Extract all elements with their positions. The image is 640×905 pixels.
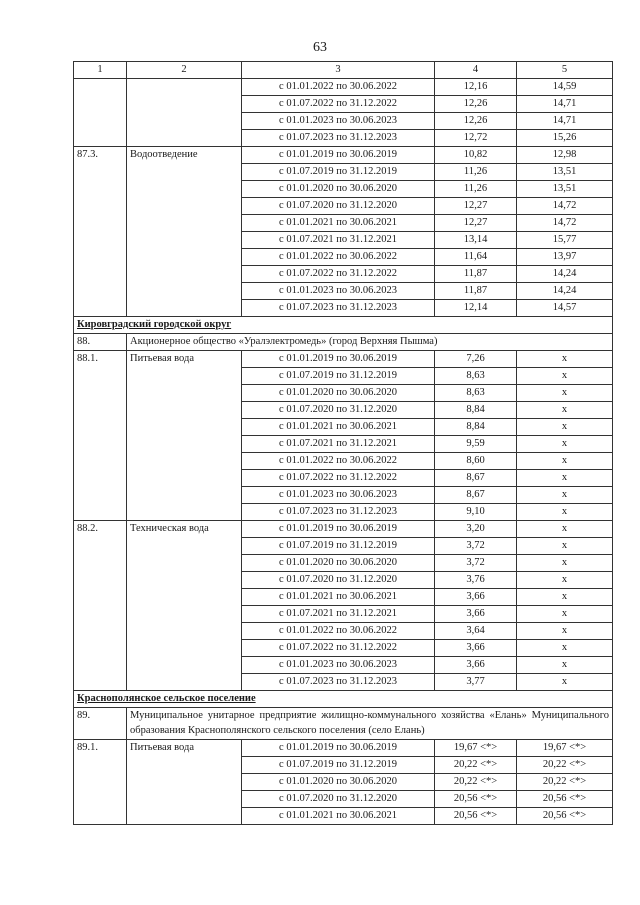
period-cell: с 01.01.2021 по 30.06.2021 xyxy=(242,808,435,825)
period-cell: с 01.01.2020 по 30.06.2020 xyxy=(242,555,435,572)
organization-row xyxy=(74,334,613,351)
period-cell: с 01.01.2020 по 30.06.2020 xyxy=(242,181,435,198)
period-cell: с 01.07.2022 по 31.12.2022 xyxy=(242,640,435,657)
tariff-cell: 3,72 xyxy=(435,555,517,572)
tariff-vat-cell: x xyxy=(517,572,613,589)
tariff-cell: 8,84 xyxy=(435,402,517,419)
tariff-cell: 20,22 <*> xyxy=(435,774,517,791)
tariff-cell: 19,67 <*> xyxy=(435,740,517,757)
service-name: Техническая вода xyxy=(127,521,242,691)
tariff-cell: 8,63 xyxy=(435,368,517,385)
tariff-cell: 3,66 xyxy=(435,589,517,606)
tariff-cell: 3,66 xyxy=(435,606,517,623)
table-row xyxy=(74,351,613,368)
period-cell: с 01.07.2021 по 31.12.2021 xyxy=(242,232,435,249)
tariff-vat-cell: x xyxy=(517,504,613,521)
period-cell: с 01.07.2022 по 31.12.2022 xyxy=(242,96,435,113)
period-cell: с 01.07.2022 по 31.12.2022 xyxy=(242,266,435,283)
tariff-cell: 12,14 xyxy=(435,300,517,317)
tariff-cell: 3,72 xyxy=(435,538,517,555)
tariff-cell: 20,56 <*> xyxy=(435,791,517,808)
period-cell: с 01.07.2019 по 31.12.2019 xyxy=(242,538,435,555)
tariff-vat-cell: x xyxy=(517,351,613,368)
period-cell: с 01.01.2023 по 30.06.2023 xyxy=(242,657,435,674)
header-cell-2: 2 xyxy=(127,62,242,79)
tariff-cell: 8,67 xyxy=(435,470,517,487)
period-cell: с 01.07.2019 по 31.12.2019 xyxy=(242,164,435,181)
tariff-vat-cell: x xyxy=(517,606,613,623)
tariff-vat-cell: x xyxy=(517,385,613,402)
tariff-vat-cell: x xyxy=(517,589,613,606)
tariff-vat-cell: x xyxy=(517,368,613,385)
tariff-vat-cell: 14,72 xyxy=(517,215,613,232)
tariff-cell: 20,22 <*> xyxy=(435,757,517,774)
tariff-vat-cell: x xyxy=(517,674,613,691)
period-cell: с 01.07.2021 по 31.12.2021 xyxy=(242,436,435,453)
tariff-table-body xyxy=(74,62,613,825)
tariff-cell: 11,87 xyxy=(435,266,517,283)
period-cell: с 01.07.2019 по 31.12.2019 xyxy=(242,368,435,385)
tariff-vat-cell: 14,72 xyxy=(517,198,613,215)
table-row xyxy=(74,147,613,164)
page-number: 63 xyxy=(313,40,327,55)
period-cell: с 01.01.2023 по 30.06.2023 xyxy=(242,487,435,504)
period-cell: с 01.07.2023 по 31.12.2023 xyxy=(242,130,435,147)
tariff-cell: 12,27 xyxy=(435,198,517,215)
tariff-vat-cell: 13,51 xyxy=(517,181,613,198)
tariff-vat-cell: 12,98 xyxy=(517,147,613,164)
section-title: Кировградский городской округ xyxy=(74,317,613,334)
organization-row xyxy=(74,708,613,740)
organization-name: Акционерное общество «Уралэлектромедь» (город Верхняя Пышма) xyxy=(127,334,613,351)
tariff-cell: 3,66 xyxy=(435,640,517,657)
period-cell: с 01.01.2019 по 30.06.2019 xyxy=(242,351,435,368)
period-cell: с 01.07.2021 по 31.12.2021 xyxy=(242,606,435,623)
tariff-vat-cell: 15,77 xyxy=(517,232,613,249)
tariff-vat-cell: 15,26 xyxy=(517,130,613,147)
period-cell: с 01.07.2020 по 31.12.2020 xyxy=(242,198,435,215)
tariff-cell: 12,16 xyxy=(435,79,517,96)
header-cell-1: 1 xyxy=(74,62,127,79)
header-cell-3: 3 xyxy=(242,62,435,79)
tariff-vat-cell: 14,57 xyxy=(517,300,613,317)
tariff-vat-cell: 20,22 <*> xyxy=(517,757,613,774)
tariff-cell: 12,26 xyxy=(435,113,517,130)
tariff-vat-cell: 13,51 xyxy=(517,164,613,181)
tariff-vat-cell: x xyxy=(517,402,613,419)
tariff-cell: 3,77 xyxy=(435,674,517,691)
tariff-vat-cell: x xyxy=(517,555,613,572)
tariff-cell: 12,72 xyxy=(435,130,517,147)
item-number: 87.3. xyxy=(74,147,127,317)
tariff-vat-cell: 20,22 <*> xyxy=(517,774,613,791)
period-cell: с 01.07.2023 по 31.12.2023 xyxy=(242,300,435,317)
tariff-vat-cell: x xyxy=(517,436,613,453)
period-cell: с 01.07.2023 по 31.12.2023 xyxy=(242,674,435,691)
period-cell: с 01.01.2023 по 30.06.2023 xyxy=(242,283,435,300)
tariff-vat-cell: x xyxy=(517,453,613,470)
header-row xyxy=(74,62,613,79)
service-name: Питьевая вода xyxy=(127,351,242,521)
tariff-cell: 7,26 xyxy=(435,351,517,368)
period-cell: с 01.07.2019 по 31.12.2019 xyxy=(242,757,435,774)
tariff-vat-cell: 20,56 <*> xyxy=(517,791,613,808)
organization-name: Муниципальное унитарное предприятие жилищно-коммунального хозяйства «Елань» Муниципального образования Краснополянского сельского поселения (село Елань) xyxy=(127,708,613,740)
period-cell: с 01.01.2020 по 30.06.2020 xyxy=(242,774,435,791)
table-row xyxy=(74,521,613,538)
item-number: 88.2. xyxy=(74,521,127,691)
tariff-cell: 10,82 xyxy=(435,147,517,164)
period-cell: с 01.01.2021 по 30.06.2021 xyxy=(242,419,435,436)
tariff-vat-cell: x xyxy=(517,640,613,657)
section-title: Краснополянское сельское поселение xyxy=(74,691,613,708)
tariff-vat-cell: x xyxy=(517,419,613,436)
tariff-vat-cell: 14,24 xyxy=(517,266,613,283)
tariff-cell: 13,14 xyxy=(435,232,517,249)
period-cell: с 01.01.2019 по 30.06.2019 xyxy=(242,740,435,757)
tariff-vat-cell: x xyxy=(517,487,613,504)
tariff-cell: 3,76 xyxy=(435,572,517,589)
period-cell: с 01.01.2023 по 30.06.2023 xyxy=(242,113,435,130)
period-cell: с 01.07.2020 по 31.12.2020 xyxy=(242,791,435,808)
period-cell: с 01.01.2021 по 30.06.2021 xyxy=(242,215,435,232)
tariff-cell: 9,10 xyxy=(435,504,517,521)
tariff-vat-cell: 14,59 xyxy=(517,79,613,96)
tariff-cell: 8,63 xyxy=(435,385,517,402)
tariff-cell: 8,84 xyxy=(435,419,517,436)
period-cell: с 01.07.2020 по 31.12.2020 xyxy=(242,402,435,419)
period-cell: с 01.01.2019 по 30.06.2019 xyxy=(242,147,435,164)
service-name xyxy=(127,79,242,147)
period-cell: с 01.01.2022 по 30.06.2022 xyxy=(242,79,435,96)
tariff-cell: 12,27 xyxy=(435,215,517,232)
tariff-vat-cell: 13,97 xyxy=(517,249,613,266)
tariff-cell: 3,64 xyxy=(435,623,517,640)
header-cell-5: 5 xyxy=(517,62,613,79)
header-cell-4: 4 xyxy=(435,62,517,79)
tariff-cell: 12,26 xyxy=(435,96,517,113)
tariff-vat-cell: x xyxy=(517,470,613,487)
tariff-cell: 20,56 <*> xyxy=(435,808,517,825)
section-row xyxy=(74,317,613,334)
tariff-vat-cell: x xyxy=(517,521,613,538)
tariff-table xyxy=(73,61,613,825)
tariff-cell: 8,60 xyxy=(435,453,517,470)
tariff-cell: 11,64 xyxy=(435,249,517,266)
period-cell: с 01.07.2020 по 31.12.2020 xyxy=(242,572,435,589)
period-cell: с 01.01.2022 по 30.06.2022 xyxy=(242,249,435,266)
service-name: Питьевая вода xyxy=(127,740,242,825)
period-cell: с 01.01.2022 по 30.06.2022 xyxy=(242,453,435,470)
tariff-cell: 9,59 xyxy=(435,436,517,453)
table-row xyxy=(74,79,613,96)
section-row xyxy=(74,691,613,708)
period-cell: с 01.07.2023 по 31.12.2023 xyxy=(242,504,435,521)
item-number: 88. xyxy=(74,334,127,351)
tariff-vat-cell: x xyxy=(517,538,613,555)
tariff-vat-cell: 19,67 <*> xyxy=(517,740,613,757)
tariff-cell: 8,67 xyxy=(435,487,517,504)
item-number: 89. xyxy=(74,708,127,740)
period-cell: с 01.07.2022 по 31.12.2022 xyxy=(242,470,435,487)
tariff-cell: 11,87 xyxy=(435,283,517,300)
item-number xyxy=(74,79,127,147)
tariff-vat-cell: x xyxy=(517,657,613,674)
tariff-cell: 11,26 xyxy=(435,181,517,198)
tariff-cell: 3,66 xyxy=(435,657,517,674)
period-cell: с 01.01.2022 по 30.06.2022 xyxy=(242,623,435,640)
table-row xyxy=(74,740,613,757)
tariff-cell: 3,20 xyxy=(435,521,517,538)
period-cell: с 01.01.2019 по 30.06.2019 xyxy=(242,521,435,538)
tariff-vat-cell: x xyxy=(517,623,613,640)
tariff-vat-cell: 14,24 xyxy=(517,283,613,300)
item-number: 88.1. xyxy=(74,351,127,521)
item-number: 89.1. xyxy=(74,740,127,825)
tariff-vat-cell: 14,71 xyxy=(517,113,613,130)
tariff-cell: 11,26 xyxy=(435,164,517,181)
tariff-vat-cell: 20,56 <*> xyxy=(517,808,613,825)
tariff-vat-cell: 14,71 xyxy=(517,96,613,113)
service-name: Водоотведение xyxy=(127,147,242,317)
period-cell: с 01.01.2021 по 30.06.2021 xyxy=(242,589,435,606)
period-cell: с 01.01.2020 по 30.06.2020 xyxy=(242,385,435,402)
